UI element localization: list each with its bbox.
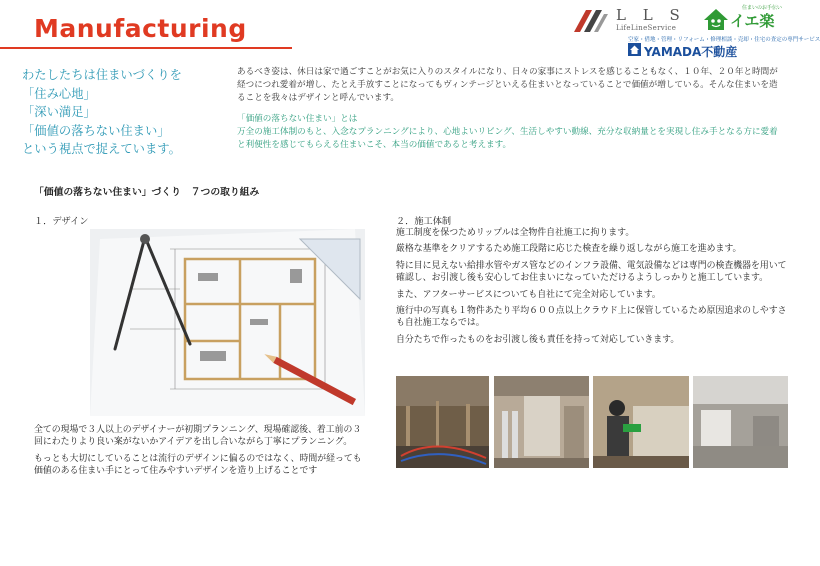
ieraku-logo-name: イエ楽 <box>730 12 775 30</box>
intro-paragraph: あるべき姿は、休日は家で過ごすことがお気に入りのスタイルになり、日々の家事にストレスを感じることもなく、１０年、２０年と時間が経つにつれ愛着が増し、たとえ手放すことになってもヴィンテージといえる住まいとなっていることで価値が増している。そんな住まいを造ることを我々はデザインと呼んでいます。 <box>237 67 778 104</box>
yamada-logo-name: YAMADA不動産 <box>644 45 738 59</box>
lls-logo <box>572 6 690 36</box>
design-paragraph: もっとも大切にしていることは流行のデザインに偏るのではなく、時間が経っても価値のある住まい手にとって住みやすいデザインを造り上げることです <box>34 454 362 476</box>
construction-paragraph: 施行中の写真も１物件あたり平均６００点以上クラウド上に保管しているため原因追求のしやすさも自社施工ならでは。 <box>396 306 787 329</box>
construction-paragraph: 施工制度を保つためリップルは全物件自社施工に拘ります。 <box>396 228 635 238</box>
intro-line: という視点で捉えています。 <box>22 142 181 156</box>
construction-text <box>396 227 788 350</box>
intro-line: 「価値の落ちない住まい」 <box>22 123 170 138</box>
design-text <box>34 424 364 482</box>
design-heading: １．デザイン <box>34 216 89 227</box>
intro-statement <box>22 66 227 159</box>
title-underline <box>0 47 292 49</box>
construction-photo <box>693 376 788 468</box>
ieraku-tagline: 空家・借地・管理・リフォーム・修理相談・売却・住宅の査定の専門サービス <box>628 37 820 43</box>
construction-paragraph: 自分たちで作ったものをお引渡し後も責任を持って対応していきます。 <box>396 334 680 345</box>
design-paragraph: 全ての現場で３人以上のデザイナーが初期プランニング、現場確認後、着工前の３回にわたりより良い案がないかアイデアを出し合いながら丁寧にプランニング。 <box>34 425 362 447</box>
quote-title: 「価値の落ちない住まい」とは <box>237 114 358 124</box>
ieraku-house-icon <box>702 6 730 32</box>
lls-logo-sub: LifeLineService <box>616 24 677 32</box>
quote-block <box>237 113 785 153</box>
lls-logo-name: L L S <box>616 6 686 24</box>
section-heading: 「価値の落ちない住まい」づくり ７つの取り組み <box>34 187 260 198</box>
construction-paragraph: また、アフターサービスについても自社にて完全対応しています。 <box>396 289 661 300</box>
intro-line: 「住み心地」 <box>22 86 96 101</box>
intro-line: 「深い満足」 <box>22 105 96 119</box>
construction-photo <box>494 376 589 468</box>
construction-photo <box>593 376 689 468</box>
ieraku-small-text: 住まいのお手伝い <box>742 5 783 11</box>
construction-paragraph: 特に目に見えない給排水管やガス管などのインフラ設備、電気設備などは専門の検査機器を用いて確認し、お引渡し後も安心してお住まいになっていただけるようしっかりと施工しています。 <box>396 260 787 284</box>
ieraku-logo <box>700 6 790 34</box>
intro-line: わたしたちは住まいづくりを <box>22 68 182 82</box>
construction-photo <box>396 376 489 468</box>
quote-body: 万全の施工体制のもと、入念なプランニングにより、心地よいリビング、生活しやすい動線、充分な収納量とを実現し住み手となる方に愛着と利便性を感じてもらえる住まいこそ、本当の価値であると考えます。 <box>237 127 778 151</box>
construction-paragraph: 厳格な基準をクリアするため施工段階に応じた検査を繰り返しながら施工を進めます。 <box>396 244 742 255</box>
floor-plan-image <box>90 229 365 416</box>
construction-heading: ２．施工体制 <box>396 216 452 227</box>
lls-mark-icon <box>572 8 612 34</box>
yamada-house-icon <box>628 43 641 56</box>
page-title: Manufacturing <box>34 14 247 43</box>
